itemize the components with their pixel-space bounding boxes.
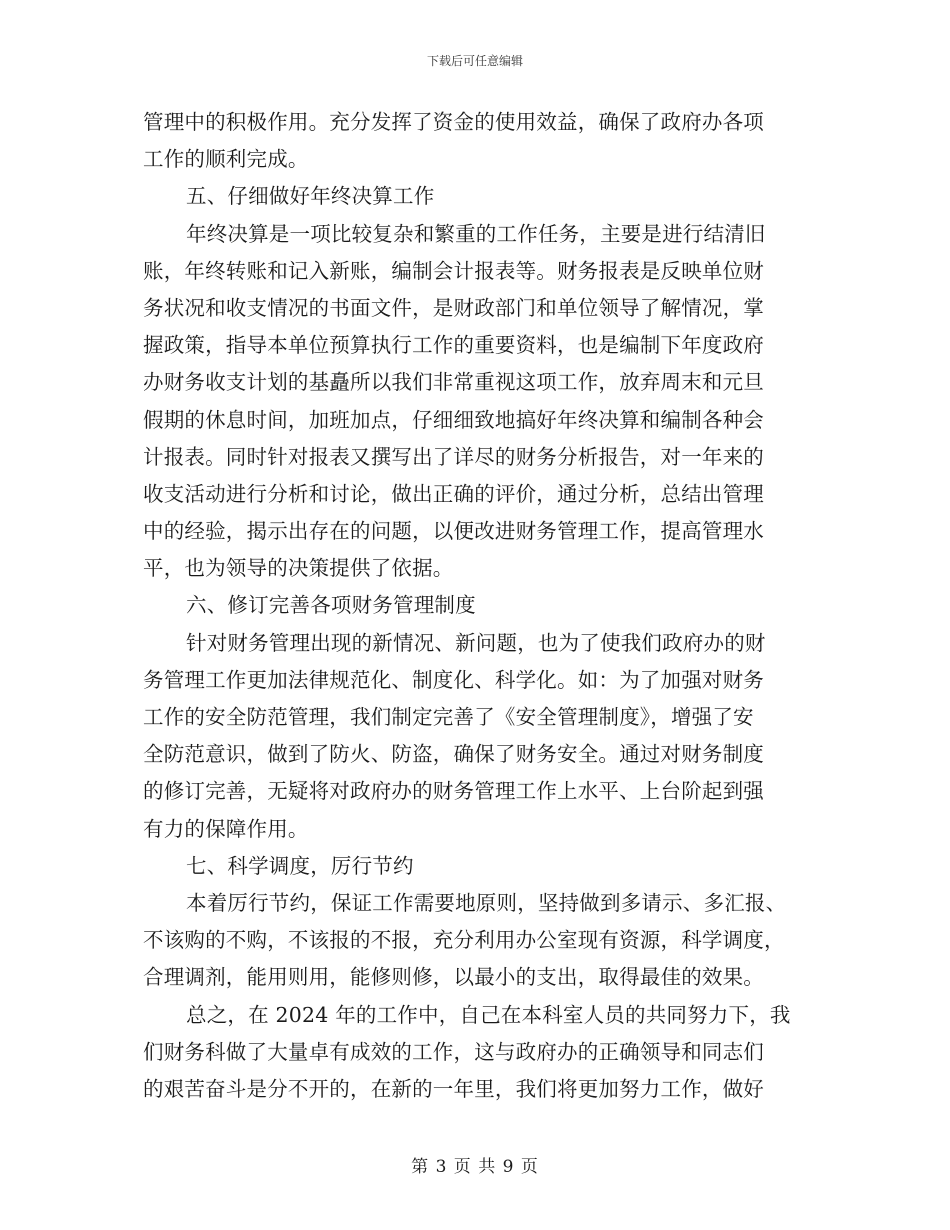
text-line: 针对财务管理出现的新情况、新问题，也为了使我们政府办的财 — [186, 630, 766, 655]
text-line: 年终决算是一项比较复杂和繁重的工作任务，主要是进行结清旧 — [186, 221, 766, 246]
text-line: 务管理工作更加法律规范化、制度化、科学化。如：为了加强对财务 — [143, 667, 764, 692]
text-line: 工作的安全防范管理，我们制定完善了《安全管理制度》，增强了安 — [143, 705, 754, 729]
text-line: 办财务收支计划的基矗所以我们非常重视这项工作，放弃周末和元旦 — [143, 370, 764, 395]
text-line: 总之，在 2024 年的工作中，自己在本科室人员的共同努力下，我 — [186, 1002, 791, 1027]
text-line: 计报表。同时针对报表又撰写出了详尽的财务分析报告，对一年来的 — [143, 444, 764, 469]
page-header: 下载后可任意编辑 — [426, 54, 523, 68]
text-line: 假期的休息时间，加班加点，仔细细致地搞好年终决算和编制各种会 — [143, 407, 764, 432]
text-line: 合理调剂，能用则用，能修则修，以最小的支出，取得最佳的效果。 — [143, 965, 764, 990]
text-line: 的修订完善，无疑将对政府办的财务管理工作上水平、上台阶起到强 — [143, 779, 764, 804]
page-footer: 第 3 页 共 9 页 — [411, 1157, 539, 1177]
text-line: 收支活动进行分析和讨论，做出正确的评价，通过分析，总结出管理 — [143, 481, 764, 506]
text-line: 不该购的不购，不该报的不报，充分利用办公室现有资源，科学调度， — [143, 928, 785, 953]
text-line: 中的经验，揭示出存在的问题，以便改进财务管理工作，提高管理水 — [143, 519, 764, 544]
document-body — [143, 104, 808, 1108]
text-line: 务状况和收支情况的书面文件，是财政部门和单位领导了解情况，掌 — [143, 295, 764, 320]
text-line: 有力的保障作用。 — [143, 816, 309, 841]
text-line: 账，年终转账和记入新账，编制会计报表等。财务报表是反映单位财 — [143, 258, 764, 283]
text-line: 平，也为领导的决策提供了依据。 — [143, 556, 454, 581]
text-line: 七、科学调度，厉行节约 — [186, 853, 414, 878]
text-line: 们财务科做了大量卓有成效的工作，这与政府办的正确领导和同志们 — [143, 1039, 764, 1064]
text-line: 握政策，指导本单位预算执行工作的重要资料，也是编制下年度政府 — [143, 333, 764, 358]
text-line: 本着厉行节约，保证工作需要地原则，坚持做到多请示、多汇报、 — [186, 890, 787, 915]
text-line: 的艰苦奋斗是分不开的，在新的一年里，我们将更加努力工作，做好 — [143, 1076, 764, 1101]
text-line: 六、修订完善各项财务管理制度 — [186, 593, 476, 618]
text-line: 五、仔细做好年终决算工作 — [186, 184, 435, 209]
text-line: 管理中的积极作用。充分发挥了资金的使用效益，确保了政府办各项 — [143, 110, 764, 134]
text-line: 全防范意识，做到了防火、防盗，确保了财务安全。通过对财务制度 — [143, 742, 764, 767]
text-line: 工作的顺利完成。 — [143, 147, 309, 172]
